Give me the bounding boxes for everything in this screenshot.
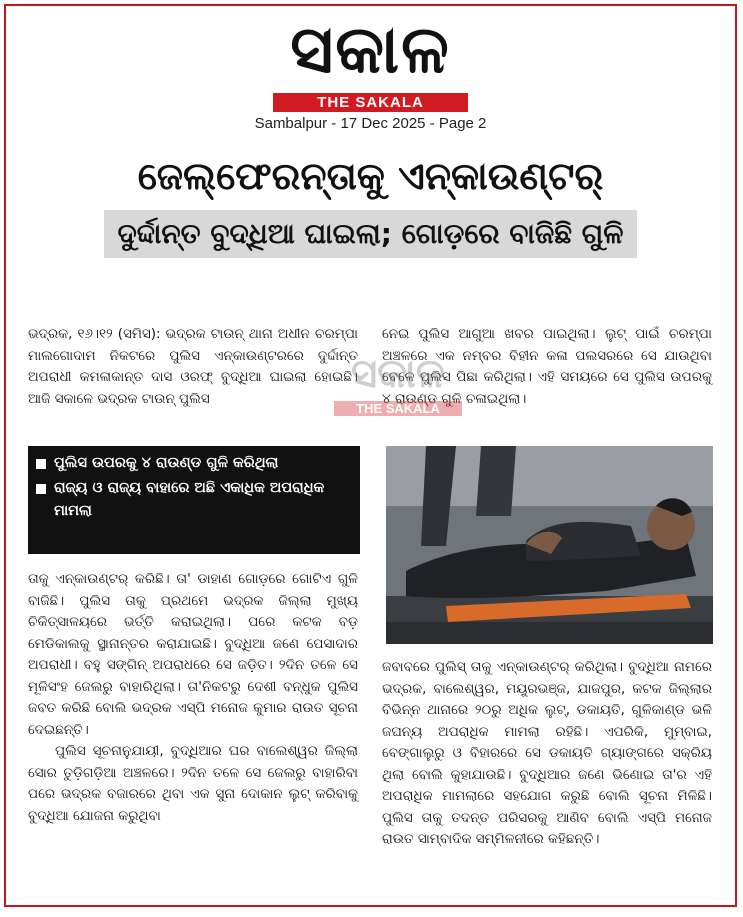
body-right-column — [382, 657, 712, 851]
watermark-logo: ସକାଳ — [351, 351, 445, 397]
square-bullet-icon — [36, 484, 46, 494]
intro-right-column — [382, 324, 712, 410]
newspaper-page — [4, 4, 737, 907]
square-bullet-icon — [36, 459, 46, 469]
watermark-band: THE SAKALA — [334, 401, 462, 416]
intro-paragraph-left: ଭଦ୍ରକ, ୧୬।୧୨ (ସମିସ): ଭଦ୍ରକ ଟାଉନ୍ ଥାନା ଅଧୀନ ଚରମ୍ପା ମାଲଗୋଦାମ ନିକଟରେ ପୁଲିସ ଏନ୍‌କାଉଣ୍ଟରରେ ଦୁର୍ଦ୍ଦାନ୍ତ ଅପରାଧୀ କମଳାକାନ୍ତ ଦାସ ଓରଫ୍ ବୁଦ୍ଧିଆ ଘାଇଲା ହୋଇଛି। ଆଜି ସକାଳେ ଭଦ୍ରକ ଟାଉନ୍ ପୁଲିସ — [28, 326, 358, 407]
injured-man-on-stretcher-photo — [386, 446, 713, 644]
subheadline-wrap — [6, 210, 735, 268]
body-paragraph: ତାକୁ ଏନ୍‌କାଉଣ୍ଟର୍ କରିଛି। ତା' ଡାହାଣ ଗୋଡ଼ରେ ଗୋଟିଏ ଗୁଳି ବାଜିଛି। ପୁଲିସ ତାକୁ ପ୍ରଥମେ ଭଦ୍ରକ ଜିଲ୍ଲା ମୁଖ୍ୟ ଚିକିତ୍ସାଳୟରେ ଭର୍ତ୍ତି କରାଇଥିଲା। ପରେ କଟକ ବଡ଼ ମେଡିକାଲକୁ ସ୍ଥାନାନ୍ତର କରାଯାଇଛି। ବୁଦ୍ଧିଆ ଜଣେ ପେସାଦାର ଅପରାଧୀ। ବହୁ ସଙ୍ଗିନ୍ ଅପରାଧରେ ସେ ଜଡ଼ିତ। ୨ଦିନ ତଳେ ସେ ମୂଳିସଂହ ଜେଲରୁ ବାହାରିଥିଲା। ତା'ନିକଟରୁ ଦେଶୀ ବନ୍ଧୁକ ପୁଲିସ ଜବତ କରିଛି ବୋଲି ଭଦ୍ରକ ଏସ୍‌ପି ମନୋଜ କୁମାର ରାଉତ ସୂଚନା ଦେଇଛନ୍ତି। — [28, 571, 358, 738]
highlight-text: ପୁଲିସ ଉପରକୁ ୪ ରାଉଣ୍ଡ ଗୁଳି କରିଥିଲା — [54, 455, 279, 471]
logo-band: THE SAKALA — [273, 93, 468, 112]
highlight-item — [36, 452, 352, 475]
dateline: Sambalpur - 17 Dec 2025 - Page 2 — [254, 115, 487, 132]
intro-left-column — [28, 324, 358, 410]
newspaper-logo: ସକାଳ — [290, 11, 451, 88]
body-paragraph: ପୁଲିସ ସୂଚନାନୁଯାୟୀ, ବୁଦ୍ଧିଆର ଘର ବାଲେଶ୍ୱର ଜିଲ୍ଲା ସୋର ତୁଡ଼ିଗଡ଼ିଆ ଅଞ୍ଚଳରେ। ୨ଦିନ ତଳେ ସେ ଜେଲରୁ ବାହାରିବା ପରେ ଭଦ୍ରକ ବଜାରରେ ଥିବା ଏକ ସୁନା ଦୋକାନ ଲୁଟ୍ କରିବାକୁ ବୁଦ୍ଧିଆ ଯୋଜନା କରୁଥିବା — [28, 743, 358, 824]
headline: ଜେଲ୍‌ଫେରନ୍ତାକୁ ଏନ୍‌କାଉଣ୍ଟର୍ — [137, 154, 604, 198]
intro-paragraph-right: ନେଇ ପୁଲିସ ଆଗୁଆ ଖବର ପାଇଥିଲା। ଲୁଟ୍ ପାଇଁ ଚରମ୍ପା ଅଞ୍ଚଳରେ ଏକ ନମ୍ବର ବିହୀନ କଳା ପଲସରରେ ସେ ଯାଉଥିବା ବେଳେ ପୁଲିସ ପିଛା କରିଥିଲା। ଏହି ସମୟରେ ସେ ପୁଲିସ ଉପରକୁ ୪ ରାଉଣ୍ଡ ଗୁଳି ଚଳାଇଥିଲା। — [382, 326, 712, 407]
highlight-text: ରାଜ୍ୟ ଓ ରାଜ୍ୟ ବାହାରେ ଅଛି ଏକାଧିକ ଅପରାଧିକ ମାମଲା — [54, 480, 325, 519]
body-left-column — [28, 569, 358, 827]
news-photo — [386, 446, 713, 644]
body-paragraph: ଜବାବରେ ପୁଲିସ୍ ତାକୁ ଏନ୍‌କାଉଣ୍ଟର୍ କରିଥିଲା। ବୁଦ୍ଧିଆ ନାମରେ ଭଦ୍ରକ, ବାଲେଶ୍ୱର, ମୟୂରଭଞ୍ଜ, ଯାଜପୁର, କଟକ ଜିଲ୍ଲାର ବିଭିନ୍ନ ଥାନାରେ ୨୦ରୁ ଅଧିକ ଲୁଟ୍, ଡକାୟତି, ଗୁଳିକାଣ୍ଡ ଭଳି ଜଘନ୍ୟ ଅପରାଧିକ ମାମଲା ରହିଛି। ଏପରିକି, ମୁମ୍ବାଇ, ବେଙ୍ଗାଲୁରୁ ଓ ବିହାରରେ ସେ ଡକାୟତି ଗ୍ୟାଙ୍ଗରେ ସକ୍ରିୟ ଥିଲା ବୋଲି କୁହାଯାଉଛି। ବୁଦ୍ଧିଆର ଜଣେ ଭିଣୋଇ ତା'ର ଏହି ଅପରାଧିକ ମାମଲାରେ ସହଯୋଗ କରୁଛି ବୋଲି ସୂଚନା ମିଳିଛି। ପୁଲିସ ତାକୁ ତଦନ୍ତ ପରିସରକୁ ଆଣିବ ବୋଲି ଏସ୍‌ପି ମନୋଜ ରାଉତ ସାମ୍ବାଦିକ ସମ୍ମିଳନୀରେ କହିଛନ୍ତି। — [382, 659, 712, 847]
masthead — [6, 6, 735, 132]
highlight-box — [28, 446, 360, 554]
highlight-item — [36, 477, 352, 523]
subheadline: ଦୁର୍ଦ୍ଦାନ୍ତ ବୁଦ୍ଧିଆ ଘାଇଲା; ଗୋଡ଼ରେ ବାଜିଛି ଗୁଳି — [104, 210, 638, 258]
